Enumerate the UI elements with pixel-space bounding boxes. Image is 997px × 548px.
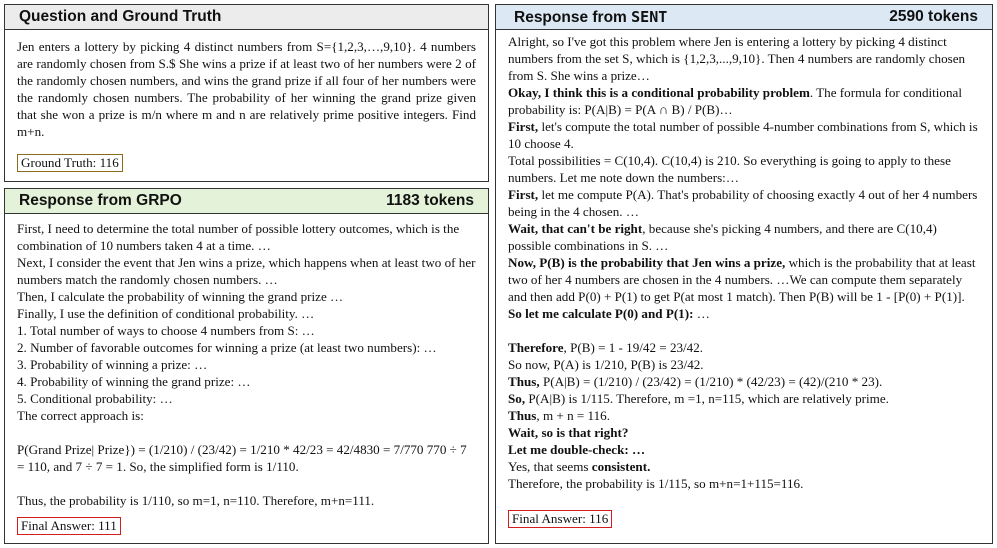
sent-line-16: Therefore, the probability is 1/115, so m+n=1+115=116. bbox=[508, 476, 804, 491]
sent-line-15 bbox=[508, 458, 980, 475]
sent-line-8 bbox=[508, 339, 980, 356]
sent-line-7 bbox=[508, 305, 980, 322]
sent-line-13 bbox=[508, 424, 980, 441]
grpo-formula: P(Grand Prize| Prize}) = (1/210) / (23/42) = 1/210 * 42/23 = 42/4830 = 7/770 770 ÷ 7 = 110, and 7 ÷ 7 = 1. So, the simplified form is 1/110. bbox=[17, 442, 467, 474]
sent-line-1-bold: Okay, I think this is a conditional probability problem bbox=[508, 85, 810, 100]
sent-line-1 bbox=[508, 84, 980, 118]
sent-line-6-rest: which is the probability that at least two of her 4 numbers are chosen in the 4 numbers. …We can compute them separately and then add P(0) + P(1) to get P(at most 1 match). Then P(B) will be 1 - [P(0) + P(1)]. bbox=[508, 255, 976, 304]
grpo-line-7: 3. Probability of winning a prize: … bbox=[17, 357, 208, 372]
grpo-line-6: 2. Number of favorable outcomes for winning a prize (at least two numbers): … bbox=[17, 340, 437, 355]
sent-token-count: 2590 tokens bbox=[889, 8, 978, 25]
grpo-line-8: 4. Probability of winning the grand prize: … bbox=[17, 374, 251, 389]
grpo-final-answer-box: Final Answer: 111 bbox=[17, 517, 121, 535]
sent-line-8-bold: Therefore bbox=[508, 340, 564, 355]
grpo-token-count: 1183 tokens bbox=[386, 192, 474, 209]
sent-line-11-bold: So, bbox=[508, 391, 526, 406]
sent-final-answer-box: Final Answer: 116 bbox=[508, 510, 612, 528]
sent-line-4-bold: First, bbox=[508, 187, 539, 202]
grpo-title: Response from GRPO bbox=[19, 192, 182, 209]
sent-line-8-rest: , P(B) = 1 - 19/42 = 23/42. bbox=[563, 340, 704, 355]
sent-line-7-bold: So let me calculate P(0) and P(1): bbox=[508, 306, 694, 321]
grpo-line-2: Next, I consider the event that Jen wins a prize, which happens when at least two of her numbers match the randomly chosen numbers. … bbox=[17, 255, 476, 287]
grpo-line-3: Then, I calculate the probability of winning the grand prize … bbox=[17, 289, 344, 304]
sent-header bbox=[496, 5, 992, 30]
sent-line-10 bbox=[508, 373, 980, 390]
sent-body bbox=[496, 30, 992, 528]
sent-line-15-bold: consistent. bbox=[591, 459, 651, 474]
sent-line-6-bold: Now, P(B) is the probability that Jen wins a prize, bbox=[508, 255, 786, 270]
sent-line-11 bbox=[508, 390, 980, 407]
question-header bbox=[5, 5, 488, 30]
sent-line-4-rest: let me compute P(A). That's probability of choosing exactly 4 out of her 4 numbers being in the 4 chosen. … bbox=[508, 187, 978, 219]
grpo-line-1: First, I need to determine the total number of possible lottery outcomes, which is the combination of 10 numbers taken 4 at a time. … bbox=[17, 221, 460, 253]
sent-line-12-rest: , m + n = 116. bbox=[536, 408, 610, 423]
sent-line-6 bbox=[508, 254, 980, 305]
sent-line-7-rest: … bbox=[693, 306, 710, 321]
sent-title-prefix: Response from bbox=[514, 9, 632, 26]
sent-line-3: Total possibilities = C(10,4). C(10,4) is 210. So everything is going to apply to these numbers. Let me note down the numbers:… bbox=[508, 153, 951, 185]
sent-line-5 bbox=[508, 220, 980, 254]
sent-line-5-rest: , because she's picking 4 numbers, and there are C(10,4) possible combinations in S. … bbox=[508, 221, 937, 253]
sent-panel bbox=[495, 4, 993, 544]
question-panel bbox=[4, 4, 489, 182]
sent-line-9: So now, P(A) is 1/210, P(B) is 23/42. bbox=[508, 357, 704, 372]
sent-line-14 bbox=[508, 441, 980, 458]
grpo-line-5: 1. Total number of ways to choose 4 numbers from S: … bbox=[17, 323, 315, 338]
sent-line-15-rest: Yes, that seems bbox=[508, 459, 592, 474]
question-title: Question and Ground Truth bbox=[19, 8, 222, 25]
sent-line-10-bold: Thus, bbox=[508, 374, 540, 389]
sent-intro: Alright, so I've got this problem where Jen is entering a lottery by picking 4 distinct numbers from the set S, which is {1,2,3,...,9,10}. Then 4 numbers are randomly chosen from S. She wins a prize… bbox=[508, 34, 966, 83]
sent-line-2-bold: First, bbox=[508, 119, 539, 134]
ground-truth-box: Ground Truth: 116 bbox=[17, 154, 123, 172]
grpo-line-9: 5. Conditional probability: … bbox=[17, 391, 173, 406]
sent-line-11-rest: P(A|B) is 1/115. Therefore, m =1, n=115, which are relatively prime. bbox=[525, 391, 889, 406]
grpo-panel bbox=[4, 188, 489, 544]
grpo-line-4: Finally, I use the definition of conditional probability. … bbox=[17, 306, 315, 321]
grpo-body bbox=[5, 214, 488, 535]
sent-line-14-bold: Let me double-check: … bbox=[508, 442, 646, 457]
sent-line-2 bbox=[508, 118, 980, 152]
sent-line-2-rest: let's compute the total number of possible 4-number combinations from S, which is 10 choose 4. bbox=[508, 119, 978, 151]
sent-line-1-rest: . The formula for conditional probability is: P(A|B) = P(A ∩ B) / P(B)… bbox=[508, 85, 962, 117]
question-text: Jen enters a lottery by picking 4 distinct numbers from S={1,2,3,…,9,10}. 4 numbers are randomly chosen from S.$ She wins a prize if at least two of her numbers were 2 of the randomly chosen numbers, and wins the grand prize if all four of her numbers were the randomly chosen numbers. The probability of her winning the grand prize given that she won a prize is m/n where m and n are relatively prime positive integers. Find m+n. bbox=[17, 39, 476, 139]
question-body bbox=[5, 30, 488, 172]
sent-line-12 bbox=[508, 407, 980, 424]
grpo-header bbox=[5, 189, 488, 214]
sent-line-13-bold: Wait, so is that right? bbox=[508, 425, 629, 440]
sent-line-10-rest: P(A|B) = (1/210) / (23/42) = (1/210) * (42/23) = (42)/(210 * 23). bbox=[539, 374, 883, 389]
sent-title-name: SENT bbox=[631, 8, 668, 26]
sent-line-4 bbox=[508, 186, 980, 220]
sent-line-5-bold: Wait, that can't be right bbox=[508, 221, 643, 236]
grpo-line-10: The correct approach is: bbox=[17, 408, 144, 423]
sent-line-12-bold: Thus bbox=[508, 408, 537, 423]
grpo-conclusion: Thus, the probability is 1/110, so m=1, n=110. Therefore, m+n=111. bbox=[17, 493, 375, 508]
